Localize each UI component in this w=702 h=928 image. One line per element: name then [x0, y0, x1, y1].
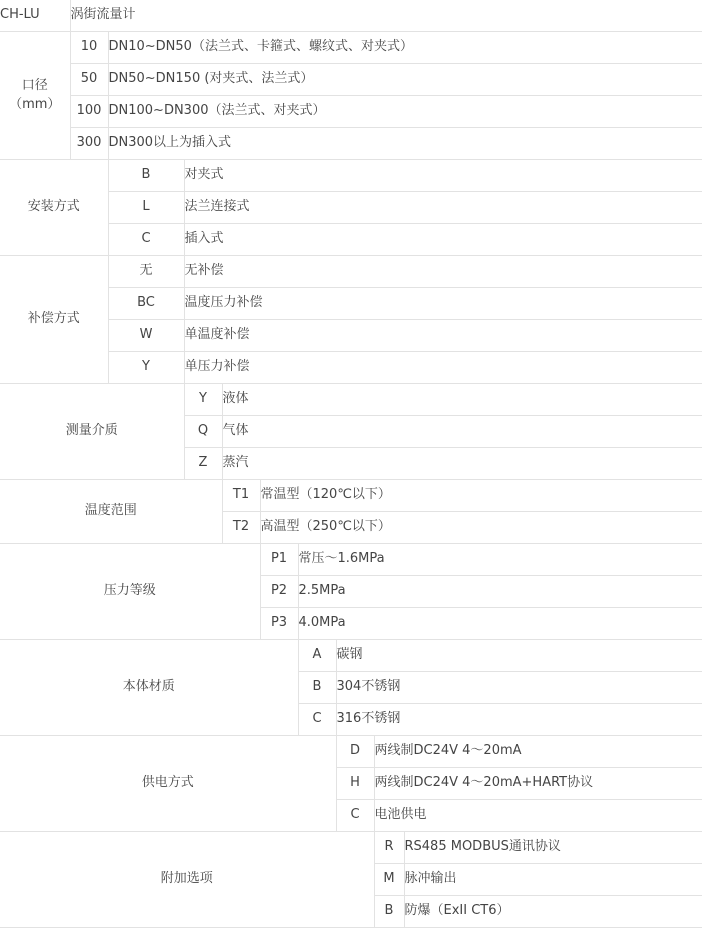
option-desc: 316不锈钢	[336, 704, 702, 736]
option-desc: DN300以上为插入式	[108, 128, 702, 160]
table-row	[0, 128, 702, 160]
option-desc: 插入式	[184, 224, 702, 256]
group-label-pressure: 压力等级	[0, 544, 260, 640]
table-row	[0, 96, 702, 128]
option-code: C	[336, 800, 374, 832]
option-code: 50	[70, 64, 108, 96]
option-code: Y	[184, 384, 222, 416]
table-row	[0, 384, 702, 416]
option-code: L	[108, 192, 184, 224]
option-code: W	[108, 320, 184, 352]
table-row	[0, 736, 702, 768]
option-code: A	[298, 640, 336, 672]
table-row	[0, 480, 702, 512]
option-desc: 两线制DC24V 4～20mA	[374, 736, 702, 768]
table-row	[0, 32, 702, 64]
option-desc: RS485 MODBUS通讯协议	[404, 832, 702, 864]
option-desc: 两线制DC24V 4～20mA+HART协议	[374, 768, 702, 800]
option-desc: 防爆（ExII CT6）	[404, 896, 702, 928]
option-code: 无	[108, 256, 184, 288]
option-code: P2	[260, 576, 298, 608]
table-row	[0, 160, 702, 192]
option-desc: 无补偿	[184, 256, 702, 288]
option-code: B	[374, 896, 404, 928]
option-desc: 高温型（250℃以下）	[260, 512, 702, 544]
group-label-body-material: 本体材质	[0, 640, 298, 736]
option-desc: 法兰连接式	[184, 192, 702, 224]
group-label-caliber-line2: （mm）	[9, 96, 61, 112]
option-code: 10	[70, 32, 108, 64]
option-desc: 4.0MPa	[298, 608, 702, 640]
group-label-caliber-line1: 口径	[21, 77, 48, 93]
option-code: 300	[70, 128, 108, 160]
option-desc: 气体	[222, 416, 702, 448]
option-desc: DN10~DN50（法兰式、卡箍式、螺纹式、对夹式）	[108, 32, 702, 64]
group-label-medium: 测量介质	[0, 384, 184, 480]
option-code: Y	[108, 352, 184, 384]
table-row-header	[0, 0, 702, 32]
option-code: P1	[260, 544, 298, 576]
option-code: Z	[184, 448, 222, 480]
group-label-temperature: 温度范围	[0, 480, 222, 544]
option-desc: 单温度补偿	[184, 320, 702, 352]
group-label-compensation: 补偿方式	[0, 256, 108, 384]
option-desc: 单压力补偿	[184, 352, 702, 384]
option-code: C	[298, 704, 336, 736]
table-row	[0, 256, 702, 288]
option-desc: 常压～1.6MPa	[298, 544, 702, 576]
option-desc: 电池供电	[374, 800, 702, 832]
option-desc: 常温型（120℃以下）	[260, 480, 702, 512]
option-desc: DN50~DN150 (对夹式、法兰式）	[108, 64, 702, 96]
option-desc: 2.5MPa	[298, 576, 702, 608]
model-name: 涡街流量计	[70, 0, 702, 32]
table-row	[0, 64, 702, 96]
group-label-power-supply: 供电方式	[0, 736, 336, 832]
option-code: T2	[222, 512, 260, 544]
option-code: T1	[222, 480, 260, 512]
option-desc: 脉冲输出	[404, 864, 702, 896]
table-row	[0, 832, 702, 864]
option-desc: DN100~DN300（法兰式、对夹式）	[108, 96, 702, 128]
group-label-extra-options: 附加选项	[0, 832, 374, 928]
group-label-caliber	[0, 32, 70, 160]
option-code: Q	[184, 416, 222, 448]
option-desc: 蒸汽	[222, 448, 702, 480]
group-label-install: 安装方式	[0, 160, 108, 256]
option-desc: 液体	[222, 384, 702, 416]
option-code: R	[374, 832, 404, 864]
option-code: C	[108, 224, 184, 256]
option-desc: 温度压力补偿	[184, 288, 702, 320]
option-code: B	[108, 160, 184, 192]
option-code: M	[374, 864, 404, 896]
option-desc: 对夹式	[184, 160, 702, 192]
option-code: P3	[260, 608, 298, 640]
table-row	[0, 640, 702, 672]
model-code: CH-LU	[0, 0, 70, 32]
option-code: H	[336, 768, 374, 800]
option-desc: 碳钢	[336, 640, 702, 672]
option-code: D	[336, 736, 374, 768]
table-row	[0, 544, 702, 576]
option-code: BC	[108, 288, 184, 320]
option-desc: 304不锈钢	[336, 672, 702, 704]
option-code: 100	[70, 96, 108, 128]
option-code: B	[298, 672, 336, 704]
